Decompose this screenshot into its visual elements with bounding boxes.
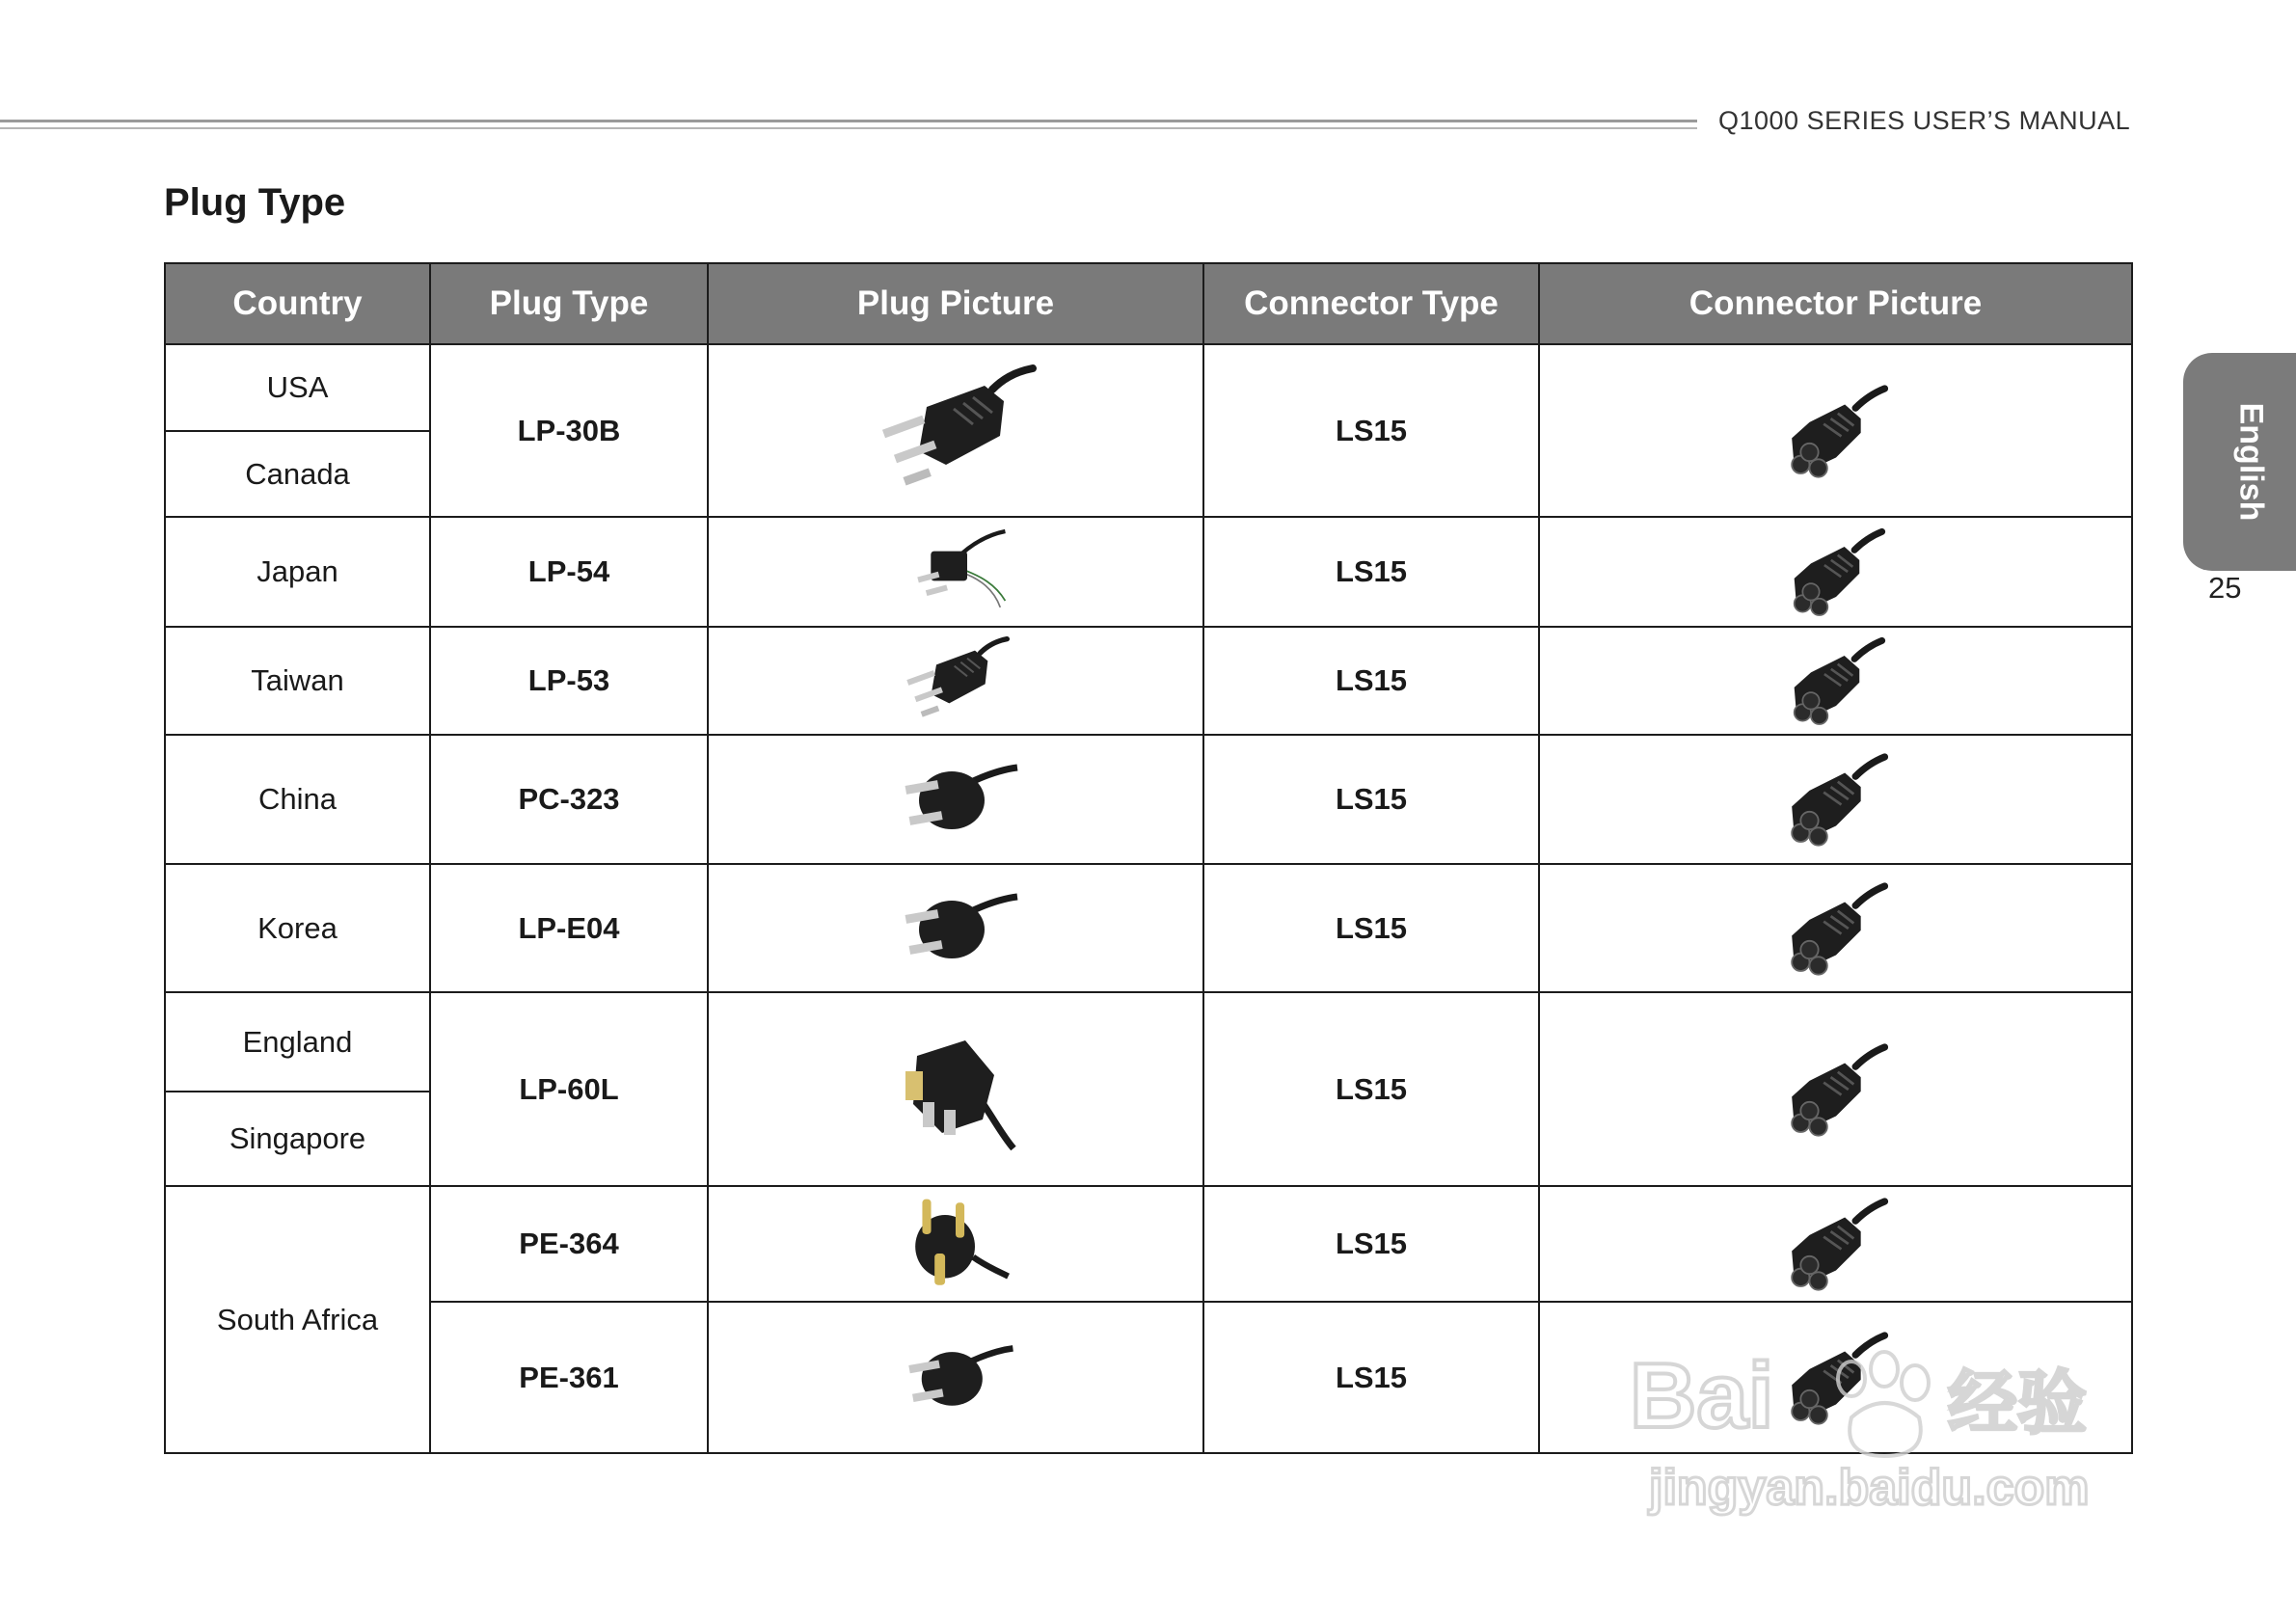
table-row <box>165 517 2132 627</box>
manual-title: Q1000 SERIES USER’S MANUAL <box>1718 106 2131 135</box>
table-row <box>165 1186 2132 1302</box>
plug-picture-cell <box>708 1302 1203 1453</box>
connector-type-cell: LS15 <box>1203 864 1539 992</box>
plug-image-pc-323 <box>883 746 1028 852</box>
plug-image-lp-60l <box>888 1027 1023 1152</box>
plug-image-lp-e04 <box>888 876 1023 982</box>
country-cell: China <box>165 735 430 864</box>
table-row <box>165 344 2132 431</box>
plug-type-cell: LP-E04 <box>430 864 708 992</box>
connector-image-ls15 <box>1769 378 1904 484</box>
column-header-plug-type: Plug Type <box>430 263 708 344</box>
country-cell: Taiwan <box>165 627 430 735</box>
plug-type-cell: LP-54 <box>430 517 708 627</box>
connector-type-cell: LS15 <box>1203 1186 1539 1302</box>
connector-type-cell: LS15 <box>1203 992 1539 1186</box>
plug-picture-cell <box>708 1186 1203 1302</box>
connector-picture-cell <box>1539 344 2132 517</box>
connector-picture-cell <box>1539 627 2132 735</box>
country-cell: England <box>165 992 430 1092</box>
table-row <box>165 864 2132 992</box>
header-rule-secondary <box>0 127 1697 129</box>
plug-image-pe-361 <box>893 1325 1018 1431</box>
connector-image-ls15 <box>1769 746 1904 852</box>
plug-image-lp-54 <box>898 524 1013 620</box>
table-row <box>165 1302 2132 1453</box>
connector-type-cell: LS15 <box>1203 1302 1539 1453</box>
watermark-text-brand: Bai <box>1630 1344 1774 1447</box>
plug-type-cell: PE-364 <box>430 1186 708 1302</box>
connector-image-ls15 <box>1769 876 1904 982</box>
plug-type-cell: LP-60L <box>430 992 708 1186</box>
plug-picture-cell <box>708 344 1203 517</box>
plug-image-lp-53 <box>883 633 1028 729</box>
watermark-text-cn: 经验 <box>1948 1362 2088 1443</box>
country-cell: USA <box>165 344 430 431</box>
column-header-connector-type: Connector Type <box>1203 263 1539 344</box>
connector-type-cell: LS15 <box>1203 517 1539 627</box>
connector-type-cell: LS15 <box>1203 735 1539 864</box>
country-cell: South Africa <box>165 1186 430 1453</box>
connector-picture-cell <box>1539 864 2132 992</box>
language-tab[interactable] <box>2183 353 2296 571</box>
table-row <box>165 735 2132 864</box>
plug-picture-cell <box>708 992 1203 1186</box>
plug-picture-cell <box>708 735 1203 864</box>
plug-type-cell: PC-323 <box>430 735 708 864</box>
column-header-plug-picture: Plug Picture <box>708 263 1203 344</box>
connector-picture-cell <box>1539 1302 2132 1453</box>
plug-picture-cell <box>708 864 1203 992</box>
connector-image-ls15 <box>1769 631 1904 731</box>
connector-image-ls15 <box>1769 1191 1904 1297</box>
country-cell: Korea <box>165 864 430 992</box>
plug-image-lp-30b <box>869 359 1042 503</box>
table-row <box>165 627 2132 735</box>
connector-type-cell: LS15 <box>1203 627 1539 735</box>
plug-type-cell: LP-30B <box>430 344 708 517</box>
country-cell: Japan <box>165 517 430 627</box>
plug-image-pe-364 <box>893 1196 1018 1292</box>
plug-picture-cell <box>708 627 1203 735</box>
connector-image-ls15 <box>1769 1037 1904 1143</box>
table-header-row <box>165 263 2132 344</box>
plug-type-table <box>164 262 2133 1454</box>
page-number: 25 <box>2208 571 2242 605</box>
country-cell: Canada <box>165 431 430 517</box>
watermark-text-url: jingyan.baidu.com <box>1649 1460 2090 1516</box>
connector-picture-cell <box>1539 1186 2132 1302</box>
plug-type-cell: PE-361 <box>430 1302 708 1453</box>
connector-picture-cell <box>1539 517 2132 627</box>
connector-image-ls15 <box>1769 1325 1904 1431</box>
connector-picture-cell <box>1539 992 2132 1186</box>
header-rule <box>0 120 1697 122</box>
country-cell: Singapore <box>165 1092 430 1186</box>
section-title: Plug Type <box>164 181 346 224</box>
table-row <box>165 992 2132 1092</box>
plug-picture-cell <box>708 517 1203 627</box>
connector-type-cell: LS15 <box>1203 344 1539 517</box>
plug-type-cell: LP-53 <box>430 627 708 735</box>
column-header-connector-picture: Connector Picture <box>1539 263 2132 344</box>
connector-picture-cell <box>1539 735 2132 864</box>
language-tab-label: English <box>2232 402 2270 522</box>
connector-image-ls15 <box>1769 522 1904 622</box>
column-header-country: Country <box>165 263 430 344</box>
